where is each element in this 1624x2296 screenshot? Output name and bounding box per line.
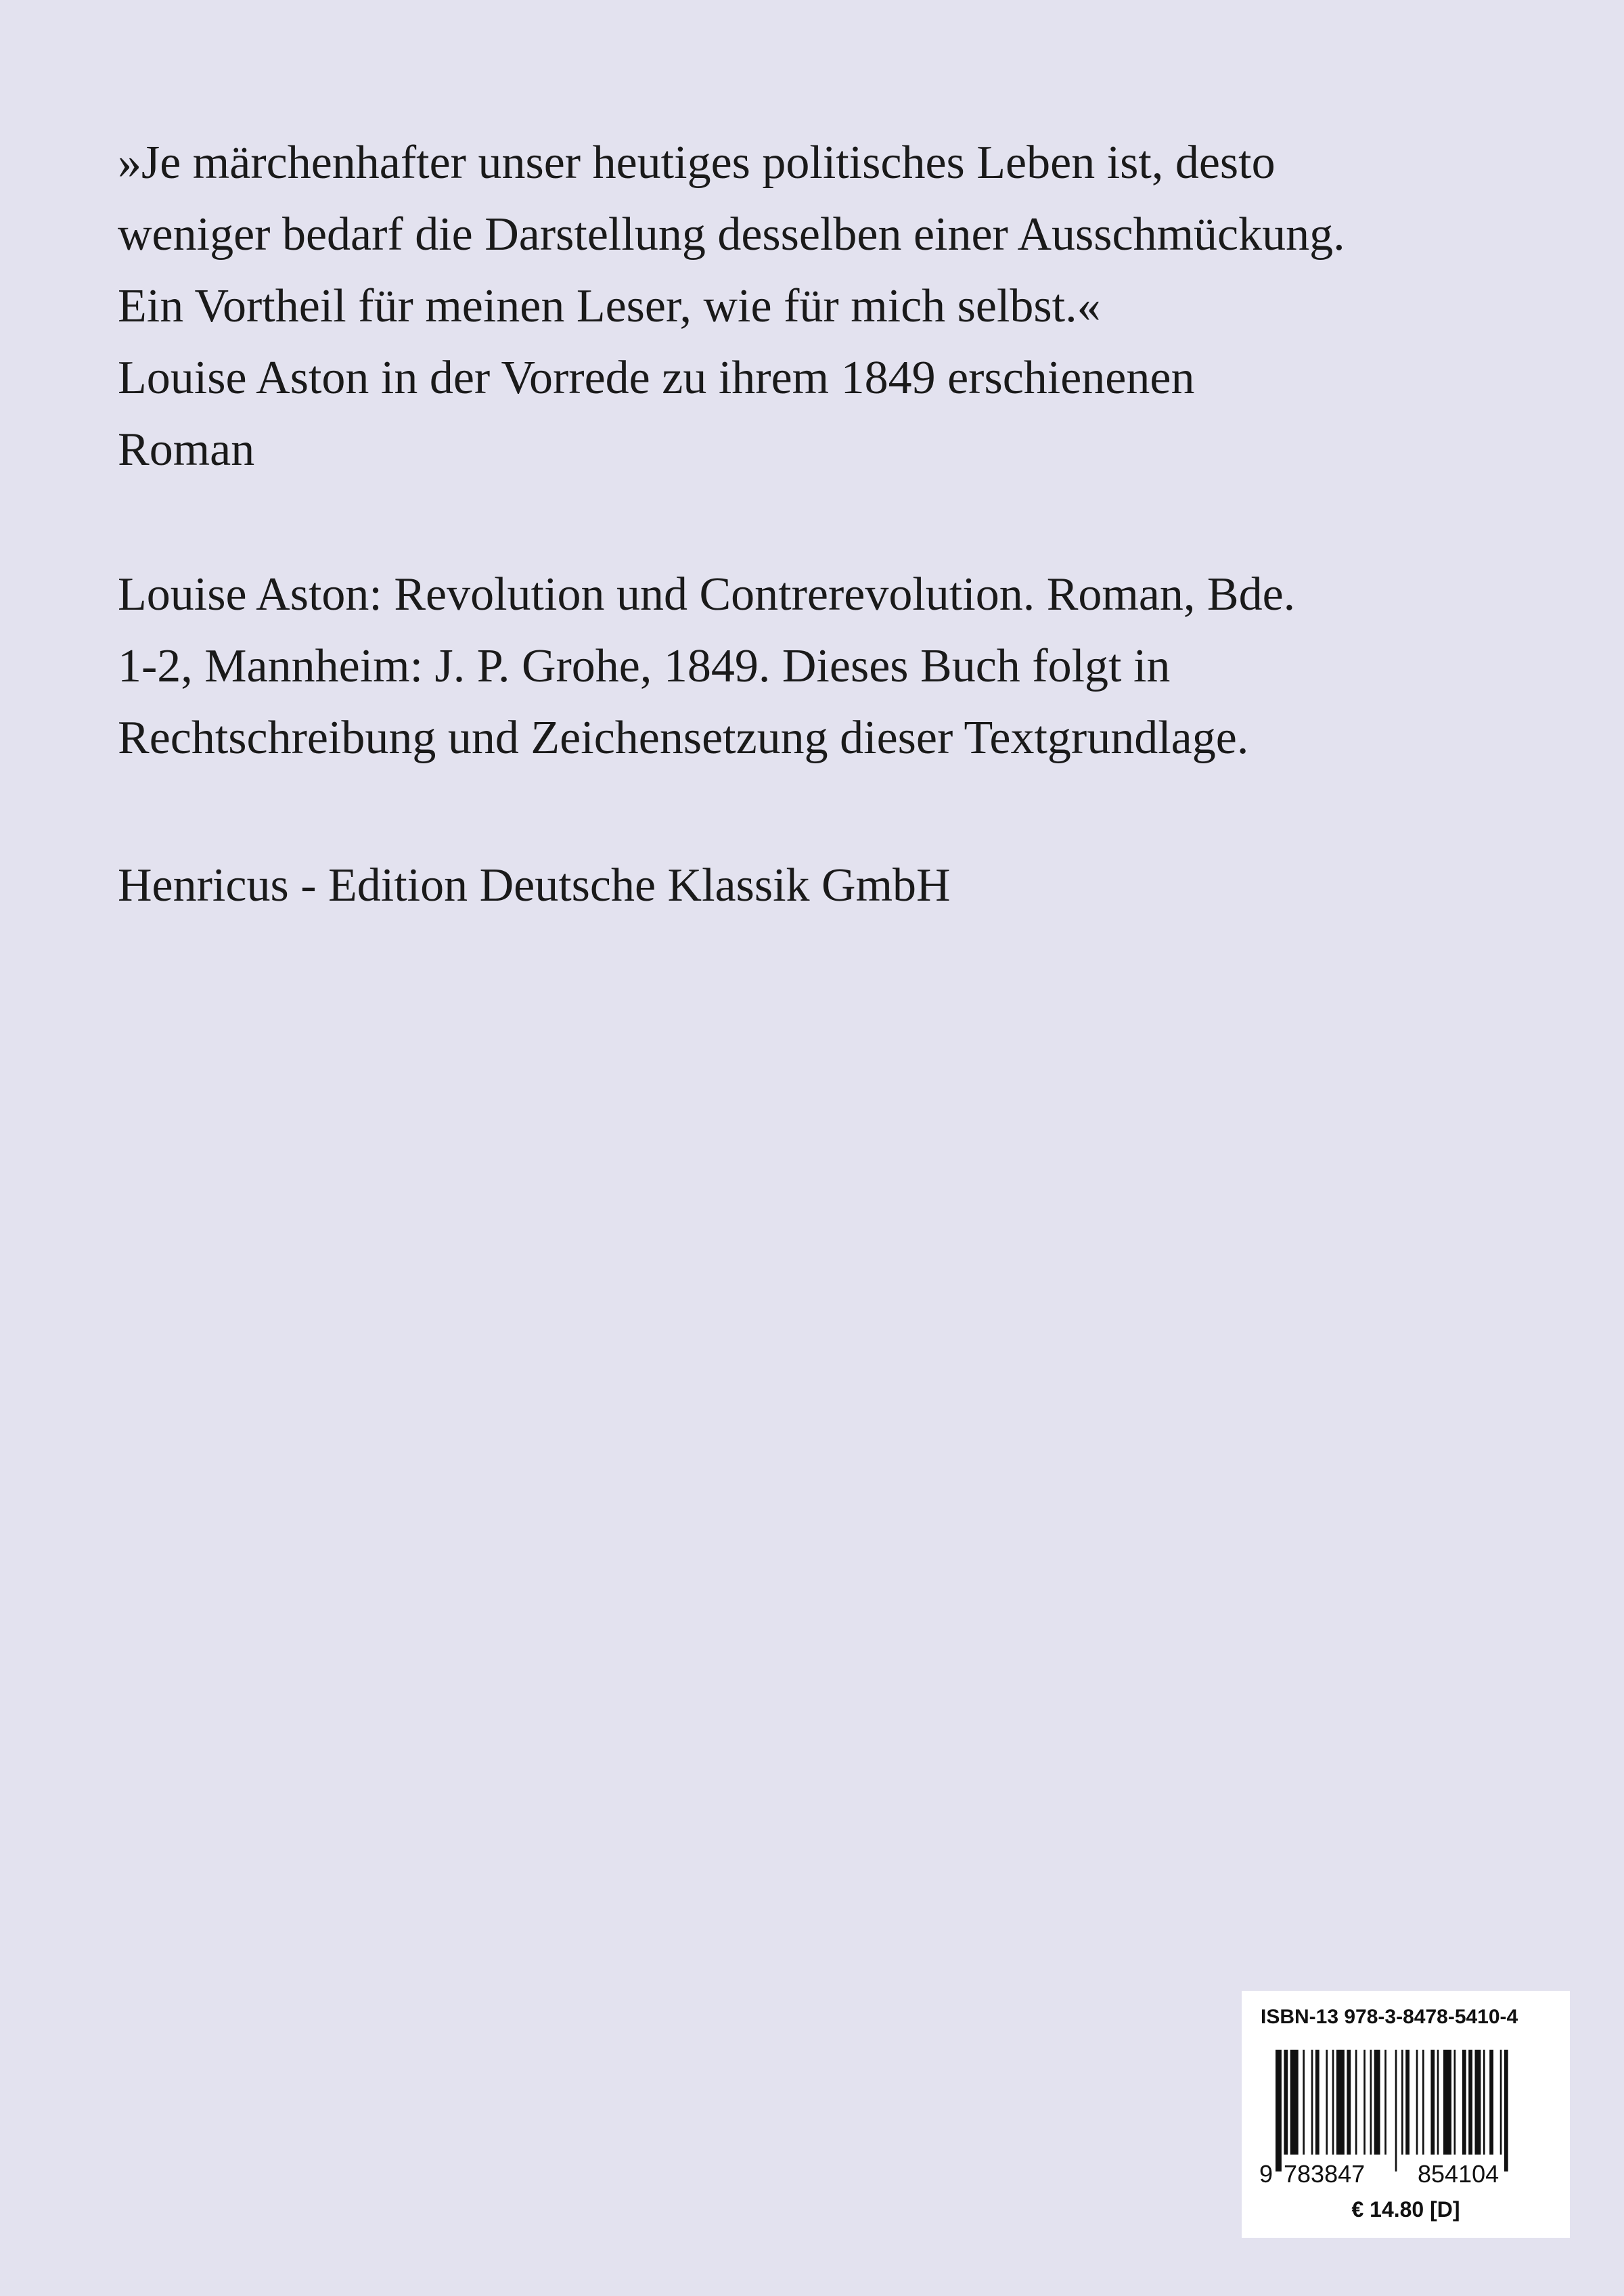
source-note bbox=[118, 559, 1525, 774]
barcode-bar bbox=[1483, 2050, 1485, 2155]
quote-line: Ein Vortheil für meinen Leser, wie für mich selbst.« bbox=[118, 280, 1101, 332]
quote-line: weniger bedarf die Darstellung desselben einer Ausschmückung. bbox=[118, 208, 1345, 261]
barcode-bar bbox=[1303, 2050, 1305, 2155]
quote-block bbox=[118, 127, 1525, 486]
isbn-barcode-box bbox=[1242, 1991, 1570, 2238]
barcode-bar bbox=[1332, 2050, 1334, 2155]
barcode-bar bbox=[1315, 2050, 1320, 2155]
barcode-bar bbox=[1462, 2050, 1466, 2155]
barcode-bar bbox=[1468, 2050, 1472, 2155]
isbn-label: ISBN-13 978-3-8478-5410-4 bbox=[1261, 2006, 1518, 2028]
barcode-bar bbox=[1454, 2050, 1456, 2155]
barcode-bar bbox=[1284, 2050, 1288, 2155]
barcode-bar bbox=[1363, 2050, 1366, 2155]
barcode-bar bbox=[1355, 2050, 1357, 2155]
quote-line: »Je märchenhafter unser heutiges politisches Leben ist, desto bbox=[118, 137, 1276, 189]
barcode-bar bbox=[1416, 2050, 1418, 2155]
barcode-bar bbox=[1276, 2050, 1282, 2171]
barcode-bar bbox=[1384, 2050, 1386, 2155]
barcode-bar bbox=[1475, 2050, 1481, 2155]
publisher-line: Henricus - Edition Deutsche Klassik GmbH bbox=[118, 859, 951, 911]
barcode-left-digits: 783847 bbox=[1284, 2160, 1366, 2188]
barcode-bar bbox=[1370, 2050, 1372, 2155]
quote-attribution-line: Louise Aston in der Vorrede zu ihrem 1849 erschienenen bbox=[118, 352, 1195, 404]
barcode-bar bbox=[1290, 2050, 1299, 2155]
barcode-bar bbox=[1500, 2050, 1502, 2155]
barcode-bar bbox=[1504, 2050, 1508, 2171]
barcode-bar bbox=[1430, 2050, 1435, 2155]
source-line: Rechtschreibung und Zeichensetzung dieser Textgrundlage. bbox=[118, 712, 1249, 764]
source-line: Louise Aston: Revolution und Contrerevolution. Roman, Bde. bbox=[118, 568, 1296, 621]
publisher-name bbox=[118, 850, 1525, 922]
barcode-bar bbox=[1437, 2050, 1439, 2155]
barcode-bar bbox=[1374, 2050, 1380, 2155]
barcode-bar bbox=[1422, 2050, 1424, 2155]
barcode-bar bbox=[1311, 2050, 1313, 2155]
barcode-bar bbox=[1489, 2050, 1493, 2155]
quote-attribution-line: Roman bbox=[118, 424, 255, 476]
barcode-bar bbox=[1401, 2050, 1403, 2155]
barcode-bar bbox=[1395, 2050, 1397, 2171]
barcode-bar bbox=[1347, 2050, 1351, 2155]
source-line: 1-2, Mannheim: J. P. Grohe, 1849. Dieses Buch folgt in bbox=[118, 640, 1171, 692]
barcode-bar bbox=[1443, 2050, 1451, 2155]
barcode-right-digits: 854104 bbox=[1418, 2160, 1499, 2188]
barcode-bar bbox=[1405, 2050, 1409, 2155]
barcode-bar bbox=[1336, 2050, 1345, 2155]
barcode-bar bbox=[1326, 2050, 1328, 2155]
price-label: € 14.80 [D] bbox=[1351, 2197, 1460, 2222]
barcode-lead-digit: 9 bbox=[1259, 2160, 1273, 2188]
barcode-icon bbox=[1276, 2050, 1539, 2171]
